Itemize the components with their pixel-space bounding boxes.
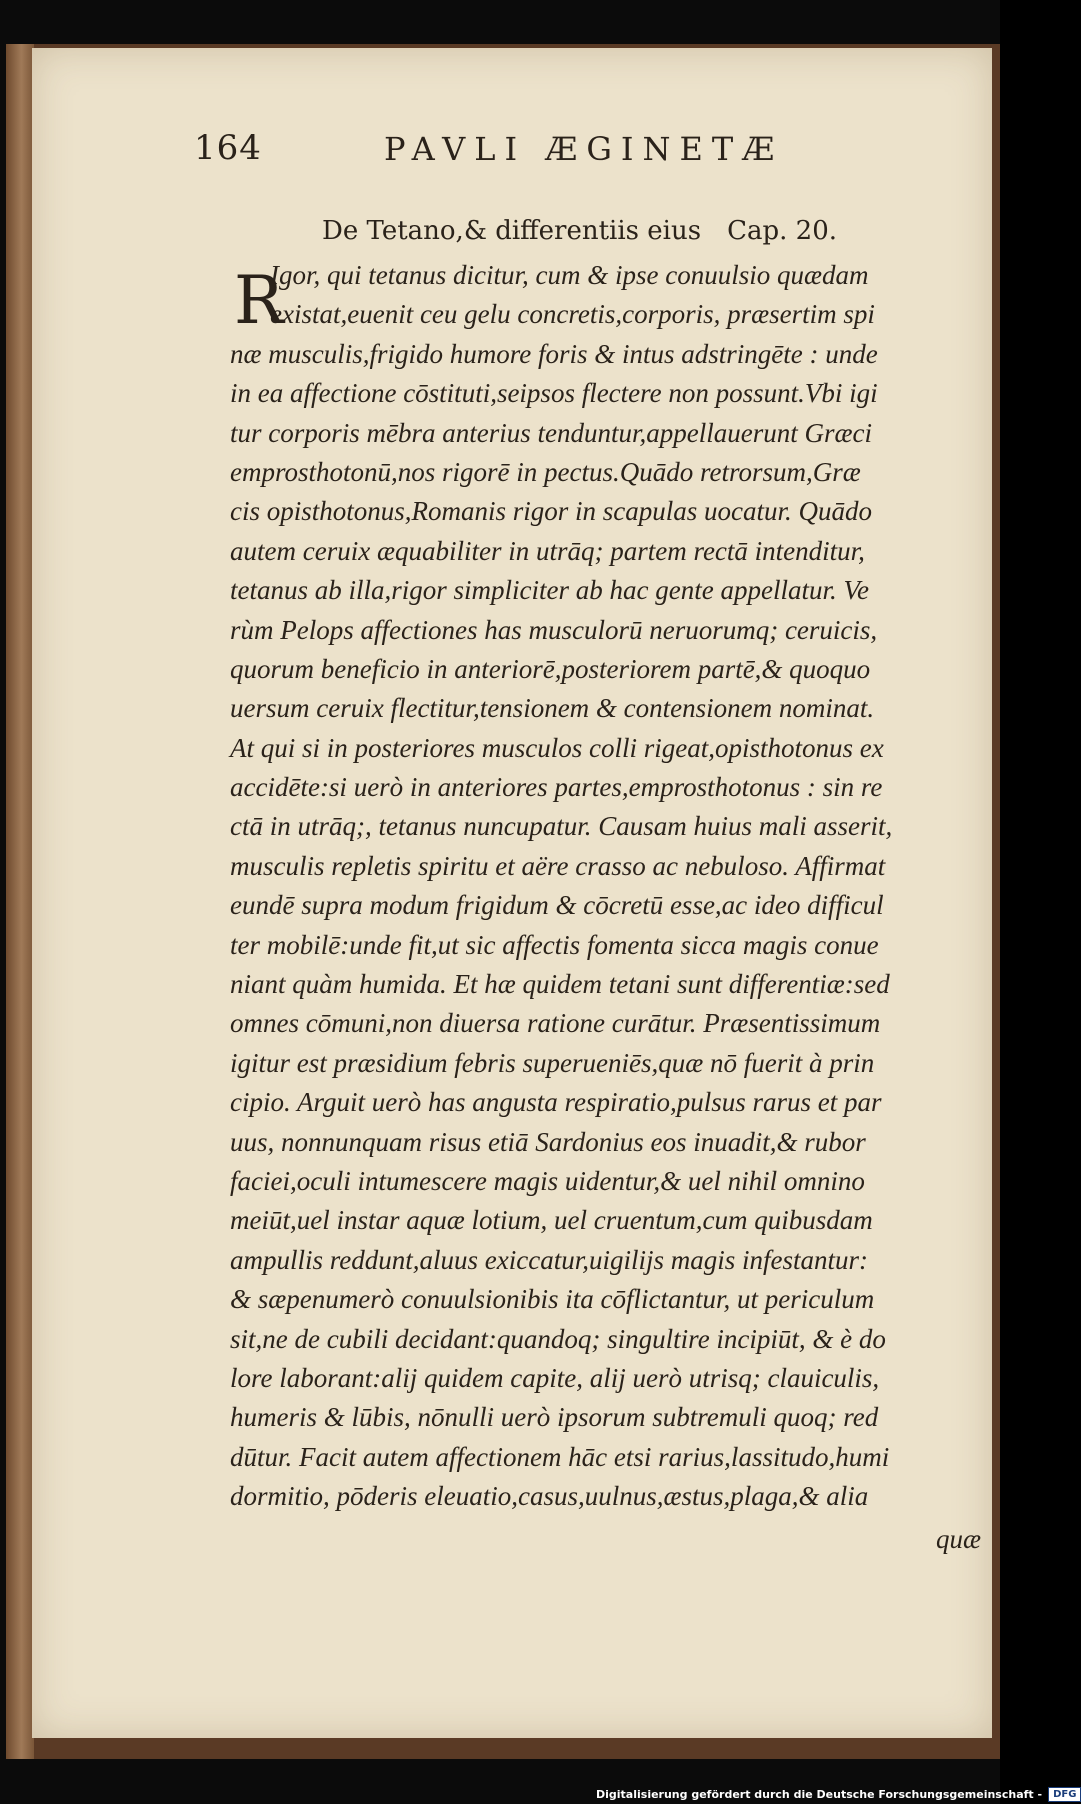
text-line: lore laborant:alij quidem capite, alij uerò utrisq; clauiculis, bbox=[230, 1362, 880, 1393]
text-line: quorum beneficio in anteriorē,posteriorem partē,& quoquo bbox=[230, 653, 871, 684]
text-line: cipio. Arguit uerò has angusta respiratio,pulsus rarus et par bbox=[230, 1087, 882, 1118]
text-line: At qui si in posteriores musculos colli rigeat,opisthotonus ex bbox=[230, 732, 884, 763]
text-line: dūtur. Facit autem affectionem hāc etsi rarius,lassitudo,humi bbox=[230, 1441, 890, 1472]
text-line: tur corporis mēbra anterius tenduntur,appellauerunt Græci bbox=[230, 417, 872, 448]
running-head: PAVLI ÆGINETÆ bbox=[384, 130, 784, 168]
digitization-credit bbox=[596, 1786, 1081, 1802]
text-line: uus, nonnunquam risus etiā Sardonius eos inuadit,& rubor bbox=[230, 1126, 866, 1157]
drop-cap: R bbox=[234, 262, 284, 339]
text-line: accidēte:si uerò in anteriores partes,emprosthotonus : sin re bbox=[230, 772, 883, 803]
text-line: tetanus ab illa,rigor simpliciter ab hac gente appellatur. Ve bbox=[230, 575, 869, 606]
text-line: humeris & lūbis, nōnulli uerò ipsorum subtremuli quoq; red bbox=[230, 1402, 879, 1433]
text-line: existat,euenit ceu gelu concretis,corporis, præsertim spi bbox=[270, 299, 875, 330]
text-line: & sæpenumerò conuulsionibis ita cōflictantur, ut periculum bbox=[230, 1284, 875, 1315]
text-line: igitur est præsidium febris superueniēs,quæ nō fuerit à prin bbox=[230, 1047, 875, 1078]
body-text bbox=[230, 256, 970, 1517]
text-line: ctā in utrāq;, tetanus nuncupatur. Causam huius mali asserit, bbox=[230, 811, 893, 842]
text-line: in ea affectione cōstituti,seipsos flectere non possunt.Vbi igi bbox=[230, 378, 878, 409]
text-line: uersum ceruix flectitur,tensionem & contensionem nominat. bbox=[230, 693, 875, 724]
text-line: niant quàm humida. Et hæ quidem tetani sunt differentiæ:sed bbox=[230, 969, 890, 1000]
text-line: emprosthotonū,nos rigorē in pectus.Quādo retrorsum,Græ bbox=[230, 456, 861, 487]
page-header bbox=[194, 124, 834, 174]
catchword: quæ bbox=[936, 1524, 982, 1554]
text-line: ampullis reddunt,aluus exiccatur,uigilijs magis infestantur: bbox=[230, 1244, 868, 1275]
text-line: dormitio, pōderis eleuatio,casus,uulnus,æstus,plaga,& alia bbox=[230, 1481, 869, 1512]
page-content bbox=[32, 48, 992, 1738]
text-line: rùm Pelops affectiones has musculorū neruorumq; ceruicis, bbox=[230, 614, 878, 645]
text-line: næ musculis,frigido humore foris & intus adstringēte : unde bbox=[230, 338, 878, 369]
text-line: omnes cōmuni,non diuersa ratione curātur. Præsentissimum bbox=[230, 1008, 881, 1039]
text-line: cis opisthotonus,Romanis rigor in scapulas uocatur. Quādo bbox=[230, 496, 873, 527]
text-line: ter mobilē:unde fit,ut sic affectis fomenta sicca magis conue bbox=[230, 929, 879, 960]
text-line: eundē supra modum frigidum & cōcretū esse,ac ideo difficul bbox=[230, 890, 884, 921]
page-number: 164 bbox=[194, 128, 262, 168]
text-line: autem ceruix æquabiliter in utrāq; partem rectā intenditur, bbox=[230, 535, 865, 566]
chapter-title: De Tetano,& differentiis eius bbox=[322, 216, 702, 246]
text-line: musculis repletis spiritu et aëre crasso ac nebuloso. Affirmat bbox=[230, 850, 886, 881]
credit-text: Digitalisierung gefördert durch die Deutsche Forschungsgemeinschaft - bbox=[596, 1787, 1043, 1801]
text-line: meiūt,uel instar aquæ lotium, uel cruentum,cum quibusdam bbox=[230, 1205, 873, 1236]
chapter-number: Cap. 20. bbox=[727, 216, 838, 246]
text-line: faciei,oculi intumescere magis uidentur,& uel nihil omnino bbox=[230, 1165, 865, 1196]
text-line: sit,ne de cubili decidant:quandoq; singultire incipiūt, & è do bbox=[230, 1323, 886, 1354]
text-line: Igor, qui tetanus dicitur, cum & ipse conuulsio quædam bbox=[270, 260, 869, 290]
dfg-logo-icon: DFG bbox=[1048, 1787, 1081, 1802]
chapter-heading bbox=[322, 216, 862, 246]
book-page bbox=[32, 48, 992, 1738]
book-spine bbox=[6, 44, 34, 1759]
